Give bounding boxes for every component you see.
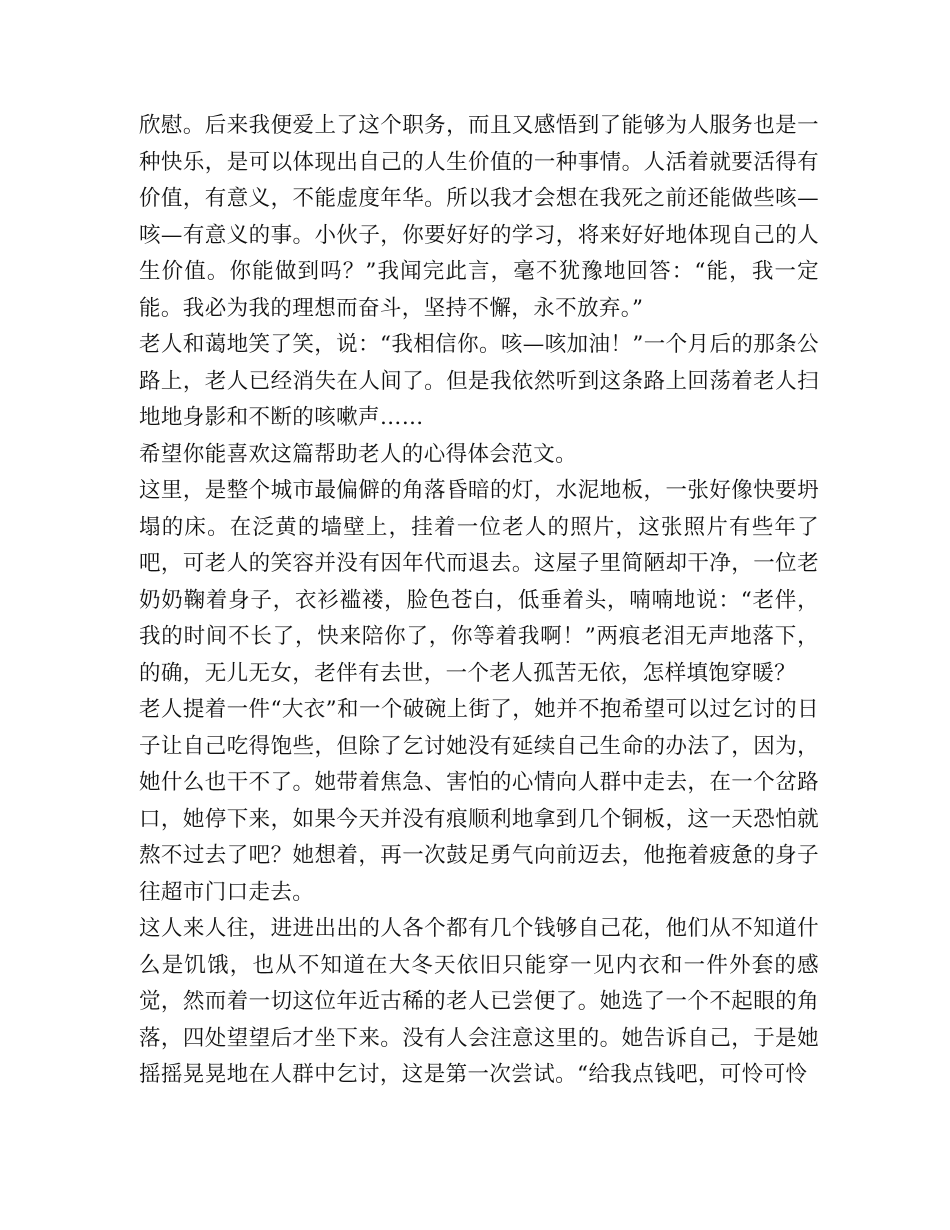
paragraph-4: 这里，是整个城市最偏僻的角落昏暗的灯，水泥地板，一张好像快要坍塌的床。在泛黄的墙壁上，挂着一位老人的照片，这张照片有些年了吧，可老人的笑容并没有因年代而退去。这屋子里简陋却干净，一位老奶奶鞠着身子，衣衫褴褛，脸色苍白，低垂着头，喃喃地说：“老伴，我的时间不长了，快来陪你了，你等着我啊！”两痕老泪无声地落下，的确，无儿无女，老伴有去世，一个老人孤苦无依，怎样填饱穿暖？ (139, 478, 819, 686)
paragraph-6: 这人来人往，进进出出的人各个都有几个钱够自己花，他们从不知道什么是饥饿，也从不知道在大冬天依旧只能穿一见内衣和一件外套的感觉，然而着一切这位年近古稀的老人已尝便了。她选了一个不起眼的角落，四处望望后才坐下来。没有人会注意这里的。她告诉自己，于是她摇摇晃晃地在人群中乞讨，这是第一次尝试。“给我点钱吧，可怜可怜 (139, 916, 819, 1087)
paragraph-2: 老人和蔼地笑了笑，说：“我相信你。咳—咳加油！”一个月后的那条公路上，老人已经消失在人间了。但是我依然听到这条路上回荡着老人扫地地身影和不断的咳嗽声…… (139, 332, 819, 430)
paragraph-1: 欣慰。后来我便爱上了这个职务，而且又感悟到了能够为人服务也是一种快乐，是可以体现出自己的人生价值的一种事情。人活着就要活得有价值，有意义，不能虚度年华。所以我才会想在我死之前还能做些咳—咳—有意义的事。小伙子，你要好好的学习，将来好好地体现自己的人生价值。你能做到吗？”我闻完此言，毫不犹豫地回答：“能，我一定能。我必为我的理想而奋斗，坚持不懈，永不放弃。” (139, 113, 819, 321)
document-body (139, 108, 819, 1094)
paragraph-3: 希望你能喜欢这篇帮助老人的心得体会范文。 (139, 441, 578, 467)
paragraph-5: 老人提着一件“大衣”和一个破碗上街了，她并不抱希望可以过乞讨的日子让自己吃得饱些，但除了乞讨她没有延续自己生命的办法了，因为，她什么也干不了。她带着焦急、害怕的心情向人群中走去，在一个岔路口，她停下来，如果今天并没有痕顺利地拿到几个铜板，这一天恐怕就熬不过去了吧？她想着，再一次鼓足勇气向前迈去，他拖着疲惫的身子往超市门口走去。 (139, 697, 819, 905)
